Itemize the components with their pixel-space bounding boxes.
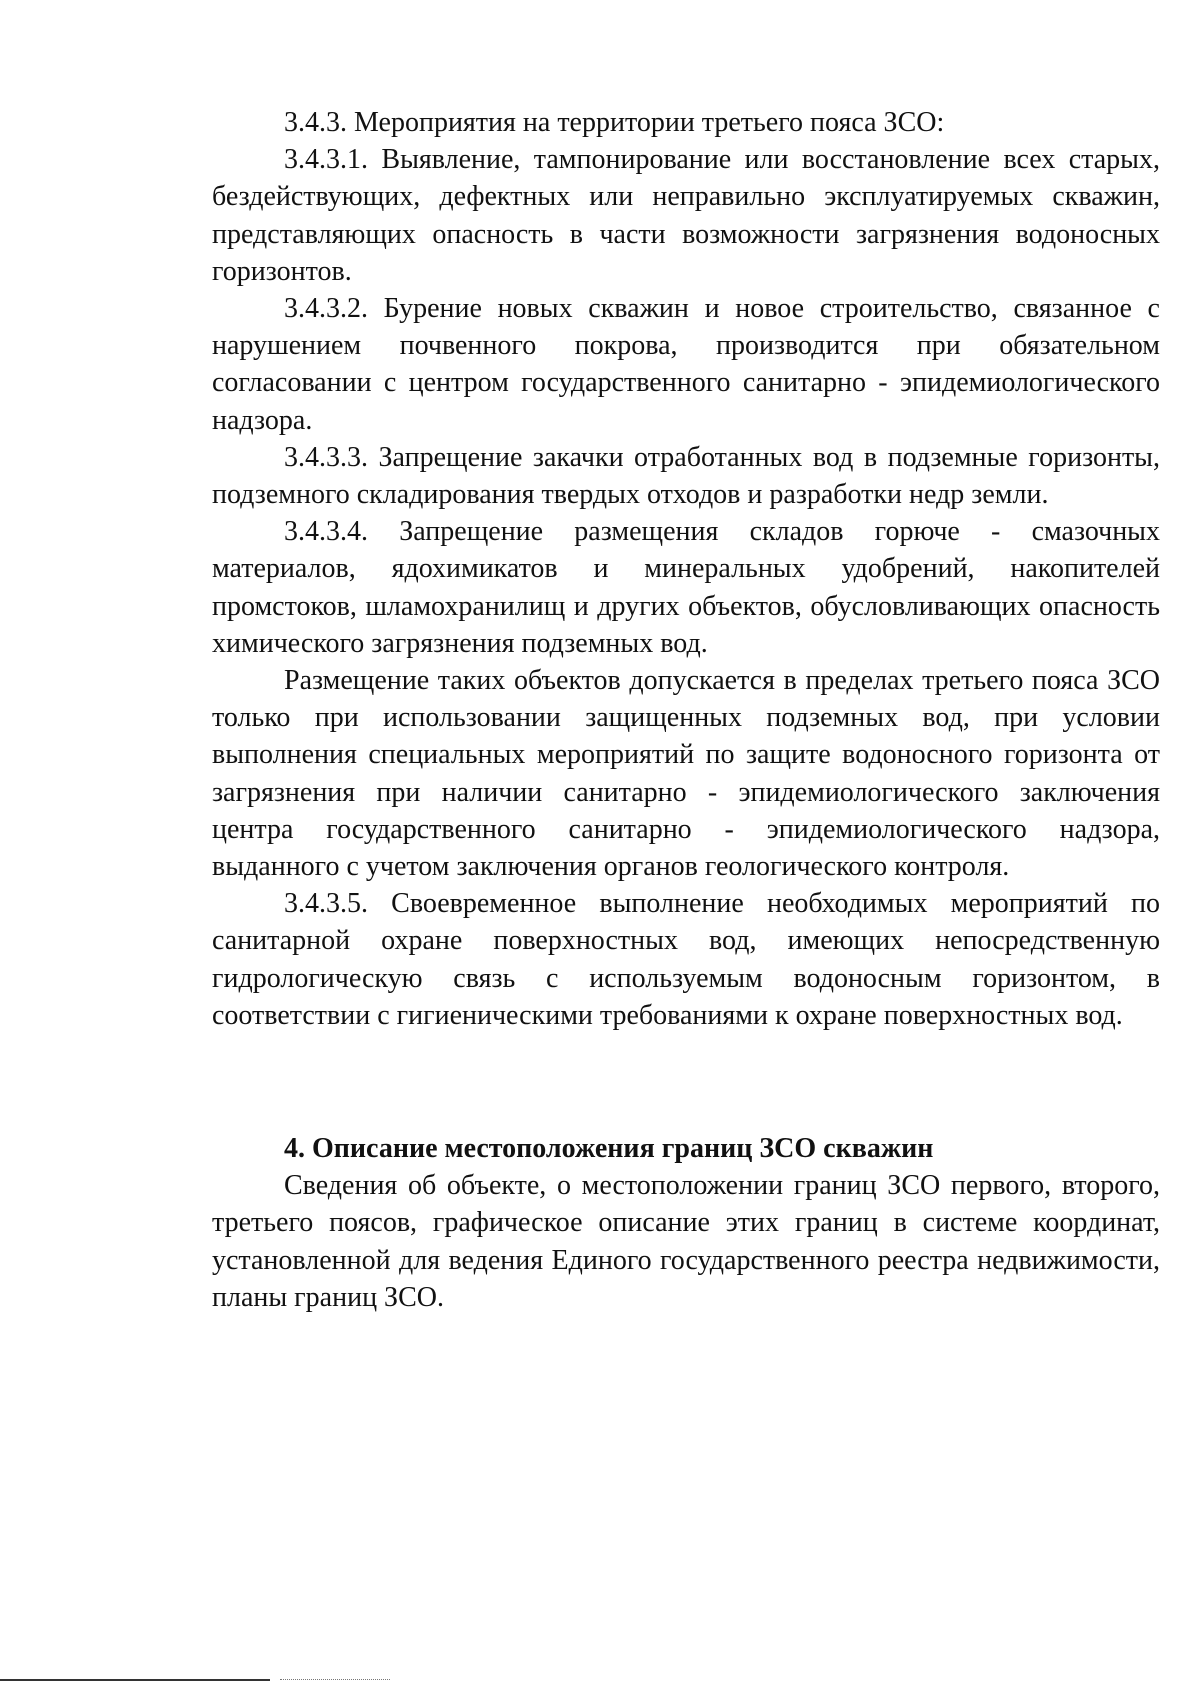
- paragraph-placement-conditions: Размещение таких объектов допускается в пределах третьего пояса ЗСО только при использовании защищенных подземных вод, при условии выполнения специальных мероприятий по защите водоносного горизонта от загрязнения при наличии санитарно - эпидемиологического заключения центра государственного санитарно - эпидемиологического надзора, выданного с учетом заключения органов геологического контроля.: [212, 665, 1160, 883]
- section-heading: 4. Описание местоположения границ ЗСО скважин: [284, 1133, 934, 1165]
- section-spacer: [212, 1034, 1160, 1130]
- scan-edge-dots: [280, 1679, 390, 1680]
- section-paragraph: Сведения об объекте, о местоположении границ ЗСО первого, второго, третьего поясов, графическое описание этих границ в системе координат, установленной для ведения Единого государственного реестра недвижимости, планы границ ЗСО.: [212, 1170, 1160, 1313]
- paragraph-3-4-3-1: 3.4.3.1. Выявление, тампонирование или восстановление всех старых, бездействующих, дефектных или неправильно эксплуатируемых скважин, представляющих опасность в части возможности загрязнения водоносных горизонтов.: [212, 144, 1160, 287]
- paragraph-3-4-3-4: 3.4.3.4. Запрещение размещения складов горюче - смазочных материалов, ядохимикатов и минеральных удобрений, накопителей промстоков, шламохранилищ и других объектов, обусловливающих опасность химического загрязнения подземных вод.: [212, 516, 1160, 659]
- document-body: [212, 104, 1160, 1316]
- paragraph-3-4-3-3: 3.4.3.3. Запрещение закачки отработанных вод в подземные горизонты, подземного складирования твердых отходов и разработки недр земли.: [212, 441, 1160, 511]
- paragraph-3-4-3-2: 3.4.3.2. Бурение новых скважин и новое строительство, связанное с нарушением почвенного покрова, производится при обязательном согласовании с центром государственного санитарно - эпидемиологического надзора.: [212, 293, 1160, 436]
- paragraph-3-4-3: 3.4.3. Мероприятия на территории третьего пояса ЗСО:: [284, 107, 945, 138]
- scan-edge-line: [0, 1679, 270, 1681]
- paragraph-3-4-3-5: 3.4.3.5. Своевременное выполнение необходимых мероприятий по санитарной охране поверхностных вод, имеющих непосредственную гидрологическую связь с используемым водоносным горизонтом, в соответствии с гигиеническими требованиями к охране поверхностных вод.: [212, 888, 1160, 1031]
